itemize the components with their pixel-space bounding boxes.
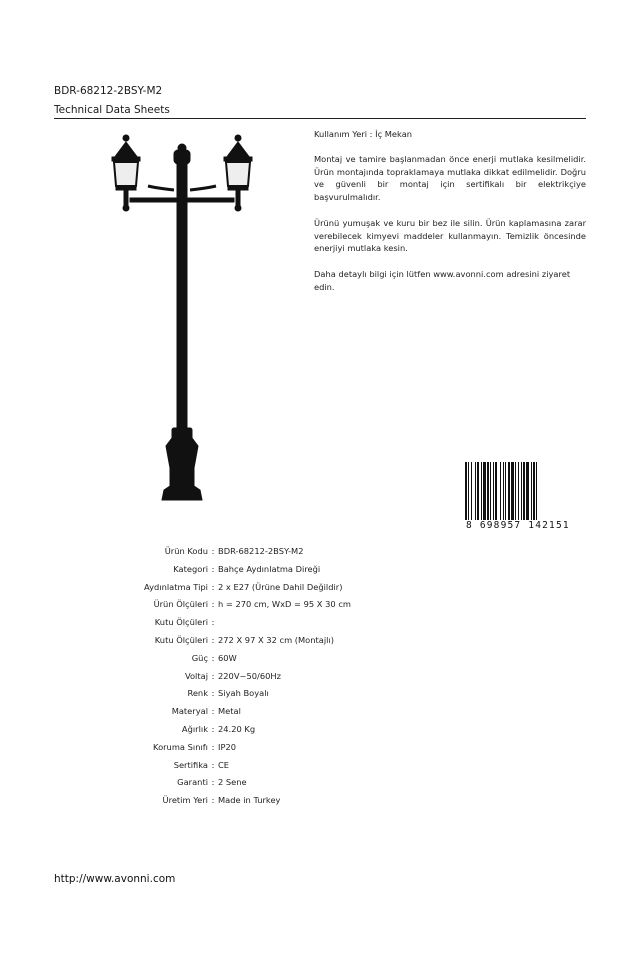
spec-row: Voltaj : 220V~50/60Hz: [100, 668, 500, 686]
spec-row: Garanti : 2 Sene: [100, 774, 500, 792]
spec-row: Koruma Sınıfı : IP20: [100, 739, 500, 757]
barcode-digits: 8 698957 142151: [464, 520, 588, 532]
spec-label: Ağırlık: [181, 723, 208, 734]
spec-row: Ürün Kodu : BDR-68212-2BSY-M2: [100, 543, 500, 561]
spec-label: Koruma Sınıfı: [153, 741, 208, 752]
spec-value: [218, 614, 500, 632]
product-code-title: BDR-68212-2BSY-M2: [54, 85, 163, 97]
spec-row: Sertifika : CE: [100, 757, 500, 775]
spec-value: 2 Sene: [218, 777, 247, 788]
spec-value: 60W: [218, 652, 237, 663]
document-subtitle: Technical Data Sheets: [54, 104, 170, 116]
spec-label: Aydınlatma Tipi: [144, 581, 208, 592]
lamp-post-image: [104, 128, 260, 508]
spec-value: h = 270 cm, WxD = 95 X 30 cm: [218, 599, 351, 610]
spec-row: Materyal : Metal: [100, 703, 500, 721]
spec-value: BDR-68212-2BSY-M2: [218, 546, 304, 556]
spec-row: Ağırlık : 24.20 Kg: [100, 721, 500, 739]
spec-value: Bahçe Aydınlatma Direği: [218, 563, 321, 574]
spec-row: Renk : Siyah Boyalı: [100, 685, 500, 703]
spec-label: Garanti: [177, 777, 208, 788]
spec-label: Voltaj: [184, 670, 208, 681]
spec-value: Siyah Boyalı: [218, 688, 269, 699]
spec-label: Kutu Ölçüleri: [154, 617, 208, 628]
spec-label: Kutu Ölçüleri: [154, 634, 208, 645]
spec-row: Ürün Ölçüleri : h = 270 cm, WxD = 95 X 30 cm: [100, 596, 500, 614]
info-paragraph-safety: Montaj ve tamire başlanmadan önce enerji mutlaka kesilmelidir. Ürün montajında topraklamaya mutlaka dikkat edilmelidir. Doğru ve güvenli bir montaj için sertifikalı bir elektrikçiye başvurulmalıdır.: [314, 153, 586, 203]
header-divider: [54, 118, 586, 119]
document-header: [54, 84, 586, 117]
spec-label: Materyal: [171, 706, 208, 717]
spec-value: 272 X 97 X 32 cm (Montajlı): [218, 634, 335, 645]
spec-row: Kutu Ölçüleri :: [100, 614, 500, 632]
info-paragraph-cleaning: Ürünü yumuşak ve kuru bir bez ile silin. Ürün kaplamasına zarar verebilecek kimyevi maddeler kullanmayın. Temizlik öncesinde enerjiyi mutlaka kesin.: [314, 217, 586, 254]
spec-label: Ürün Ölçüleri: [153, 599, 208, 610]
spec-row: Aydınlatma Tipi : 2 x E27 (Ürüne Dahil Değildir): [100, 579, 500, 597]
spec-value: 2 x E27 (Ürüne Dahil Değildir): [218, 581, 343, 592]
spec-value: 24.20 Kg: [218, 723, 256, 734]
spec-value: Metal: [218, 706, 241, 717]
spec-row: Kutu Ölçüleri : 272 X 97 X 32 cm (Montajlı): [100, 632, 500, 650]
usage-location: Kullanım Yeri : İç Mekan: [314, 129, 413, 139]
spec-value: CE: [218, 759, 230, 770]
spec-value: Made in Turkey: [218, 795, 281, 806]
spec-row: Kategori : Bahçe Aydınlatma Direği: [100, 561, 500, 579]
spec-row: Güç : 60W: [100, 650, 500, 668]
barcode-bars: [464, 462, 586, 522]
spec-label: Üretim Yeri: [162, 795, 208, 806]
info-text-block: [314, 128, 586, 294]
website-link[interactable]: http://www.avonni.com: [54, 873, 176, 885]
spec-label: Sertifika: [173, 759, 208, 770]
spec-label: Kategori: [173, 563, 208, 574]
barcode: [464, 462, 586, 532]
spec-label: Ürün Kodu: [164, 546, 208, 556]
spec-value: IP20: [218, 741, 237, 752]
more-info-text: Daha detaylı bilgi için lütfen www.avonni.com adresini ziyaret edin.: [314, 268, 571, 292]
spec-label: Renk: [187, 688, 208, 699]
spec-label: Güç: [191, 652, 208, 663]
spec-row: Üretim Yeri : Made in Turkey: [100, 792, 500, 810]
spec-table: [100, 543, 500, 810]
spec-value: 220V~50/60Hz: [218, 670, 281, 681]
